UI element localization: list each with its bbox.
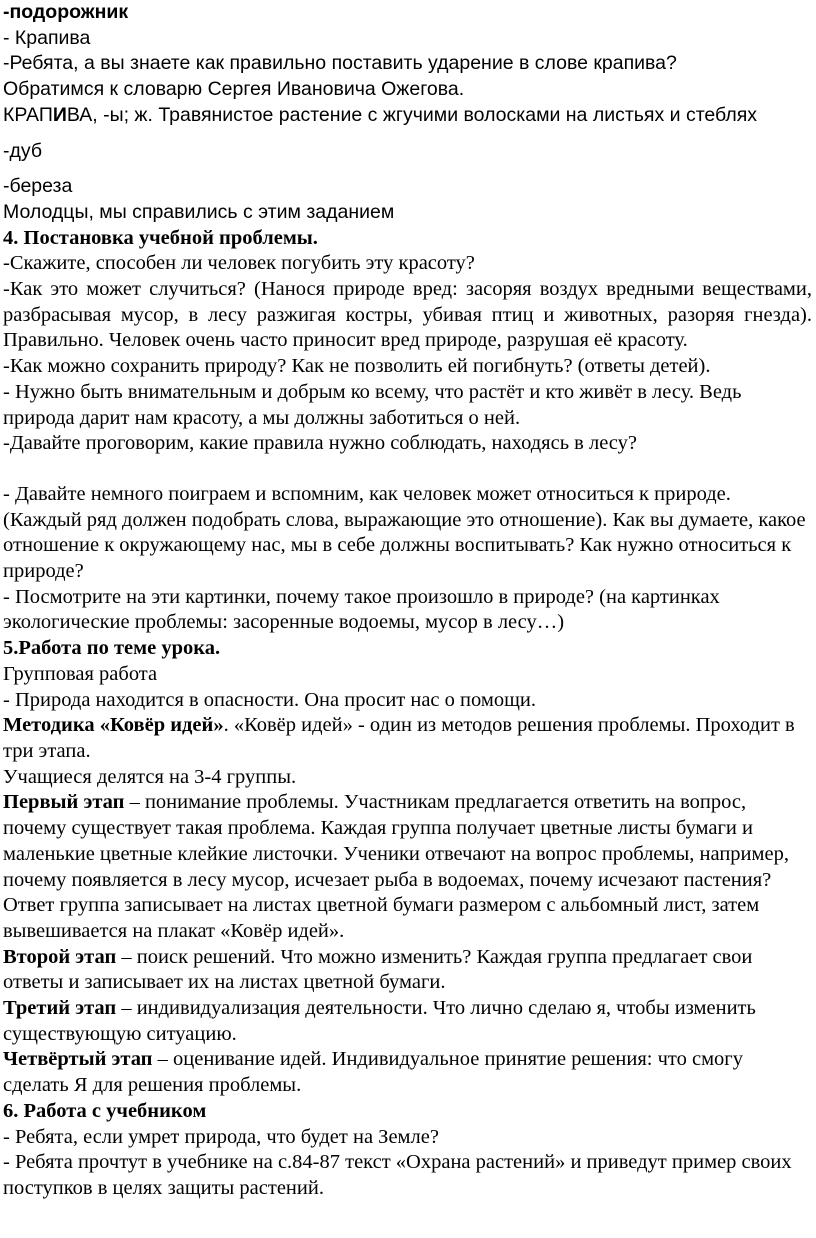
paragraph: -Давайте проговорим, какие правила нужно соблюдать, находясь в лесу? (3, 432, 637, 455)
stage-paragraph: Четвёртый этап – оценивание идей. Индивидуальное принятие решения: что смогу сделать Я для решения проблемы. (3, 1048, 743, 1097)
paragraph: -Как это может случиться? (Нанося природе вред: засоряя воздух вредными веществами, разбрасывая мусор, в лесу разжигая костры, убивая птиц и животных, разоряя гнезда). Правильно. Человек очень часто приносит вред природе, разрушая её красоту. (3, 278, 812, 352)
line-podorozhnik: -подорожник (3, 1, 129, 23)
dictionary-reference: Обратимся к словарю Сергея Ивановича Ожегова. (3, 78, 465, 101)
question-stress: -Ребята, а вы знаете как правильно поставить ударение в слове крапива? (3, 52, 677, 75)
paragraph: Групповая работа (3, 662, 158, 685)
section-heading-6: 6. Работа с учебником (3, 1099, 207, 1122)
section-heading-4: 4. Постановка учебной проблемы. (3, 226, 318, 249)
line-dub: -дуб (3, 139, 43, 162)
paragraph: - Ребята, если умрет природа, что будет на Земле? (3, 1125, 439, 1148)
paragraph: - Природа находится в опасности. Она просит нас о помощи. (3, 688, 536, 711)
stage-paragraph: Первый этап – понимание проблемы. Участникам предлагается ответить на вопрос, почему существует такая проблема. Каждая группа получает цветные листы бумаги и маленькие цветные клейкие листочки. Ученики отвечают на вопрос проблемы, например, почему появляется в лесу мусор, исчезает рыба в водоемах, почему исчезают пастения? Ответ группа записывает на листах цветной бумаги размером с альбомный лист, затем вывешивается на плакат «Ковёр идей». (3, 791, 789, 942)
paragraph: Учащиеся делятся на 3-4 группы. (3, 765, 297, 788)
paragraph: - Давайте немного поиграем и вспомним, как человек может относиться к природе. (Каждый ряд должен подобрать слова, выражающие это отношение). Как вы думаете, какое отношение к окружающему нас, мы в себе должны воспитывать? Как нужно относиться к природе? (3, 482, 806, 583)
line-molodcy: Молодцы, мы справились с этим заданием (3, 200, 395, 223)
paragraph: -Как можно сохранить природу? Как не позволить ей погибнуть? (ответы детей). (3, 355, 711, 378)
paragraph: - Ребята прочтут в учебнике на с.84-87 текст «Охрана растений» и приведут пример своих поступков в целях защиты растений. (3, 1151, 792, 1199)
line-krapiva: - Крапива (3, 26, 91, 49)
stage-paragraph: Третий этап – индивидуализация деятельности. Что лично сделаю я, чтобы изменить существующую ситуацию. (3, 997, 756, 1045)
section-heading-5: 5.Работа по теме урока. (3, 637, 221, 660)
paragraph: - Посмотрите на эти картинки, почему такое произошло в природе? (на картинках экологические проблемы: засоренные водоемы, мусор в лесу…) (3, 585, 720, 634)
paragraph: - Нужно быть внимательным и добрым ко всему, что растёт и кто живёт в лесу. Ведь природа дарит нам красоту, а мы должны заботиться о ней. (3, 380, 742, 429)
paragraph: -Скажите, способен ли человек погубить эту красоту? (3, 252, 475, 275)
line-bereza: -береза (3, 175, 73, 198)
method-paragraph: Методика «Ковёр идей». «Ковёр идей» - один из методов решения проблемы. Проходит в три этапа. (3, 714, 795, 762)
stage-paragraph: Второй этап – поиск решений. Что можно изменить? Каждая группа предлагает свои ответы и записывает их на листах цветной бумаги. (3, 945, 753, 994)
dictionary-definition: КРАПИВА, -ы; ж. Травянистое растение с жгучими волосками на листьях и стеблях (3, 103, 758, 126)
